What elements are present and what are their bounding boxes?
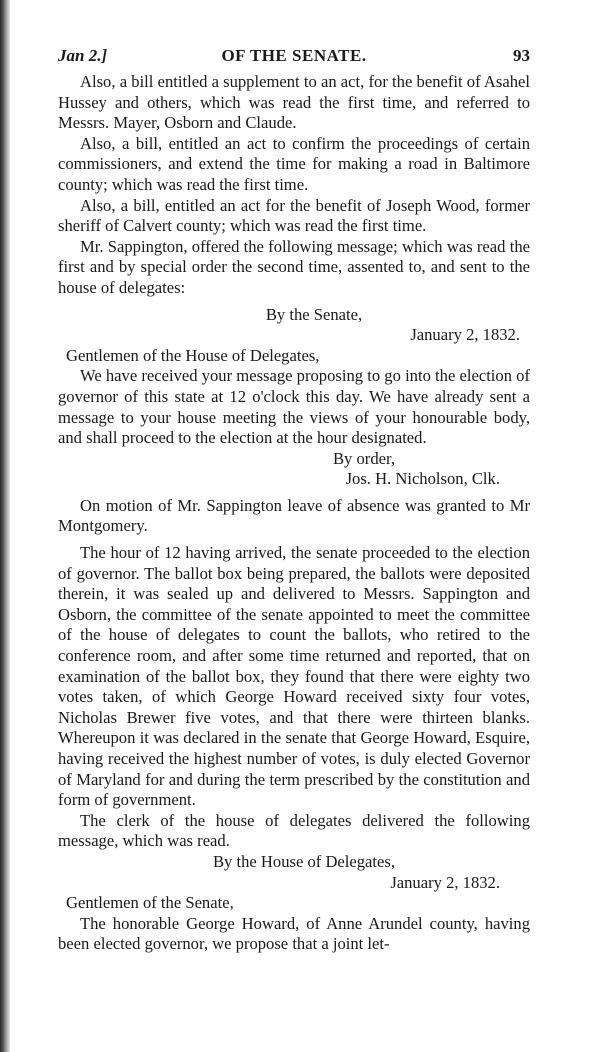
message-by-order: By order, [332,448,395,468]
paragraph: Mr. Sappington, offered the following message; which was read the first and by special order the second time, assented to, and sent to the house of delegates: [58,236,530,297]
paragraph: The hour of 12 having arrived, the senate proceeded to the election of governor. The ballot box being prepared, the ballots were deposited therein, it was sealed up and delivered to Messrs. Sappington and Osborn, the committee of the senate appointed to meet the committee of the house of delegates to count the ballots, who retired to the conference room, and after some time returned and reported, that on examination of the ballot box, they found that there were eighty two votes taken, of which George Howard received sixty four votes, Nicholas Brewer five votes, and that there were thirteen blanks. Whereupon it was declared in the senate that George Howard, Esquire, having received the highest number of votes, is duly elected Governor of Maryland for and during the term prescribed by the constitution and form of government. [58,543,530,810]
paragraph: Also, a bill, entitled an act for the benefit of Joseph Wood, former sheriff of Calvert county; which was read the first time. [58,195,530,236]
document-page [58,40,530,955]
message-from: By the Senate, [265,304,363,324]
message-salutation: Gentlemen of the Senate, [66,893,234,913]
paragraph: Also, a bill entitled a supplement to an act, for the benefit of Asahel Hussey and others, which was read the first time, and referred to Messrs. Mayer, Osborn and Claude. [58,72,530,133]
header-date: Jan 2.] [58,46,108,65]
book-binding-edge [0,0,10,1052]
paragraph: On motion of Mr. Sappington leave of absence was granted to Mr Montgomery. [58,495,530,536]
message-from: By the House of Delegates, [212,851,396,871]
message-body: The honorable George Howard, of Anne Arundel county, having been elected governor, we propose that a joint let- [58,913,530,954]
paragraph: Also, a bill, entitled an act to confirm the proceedings of certain commissioners, and extend the time for making a road in Baltimore county; which was read the first time. [58,133,530,194]
message-date: January 2, 1832. [390,872,500,892]
page-number: 93 [513,46,530,65]
paragraph: The clerk of the house of delegates delivered the following message, which was read. [58,810,530,851]
message-salutation: Gentlemen of the House of Delegates, [66,345,320,365]
page-header [58,40,530,72]
message-date: January 2, 1832. [410,325,520,345]
header-title: OF THE SENATE. [221,46,367,65]
message-signature: Jos. H. Nicholson, Clk. [345,469,500,489]
message-body: We have received your message proposing to go into the election of governor of this state at 12 o'clock this day. We have already sent a message to your house meeting the views of your honourable body, and shall proceed to the election at the hour designated. [58,366,530,448]
